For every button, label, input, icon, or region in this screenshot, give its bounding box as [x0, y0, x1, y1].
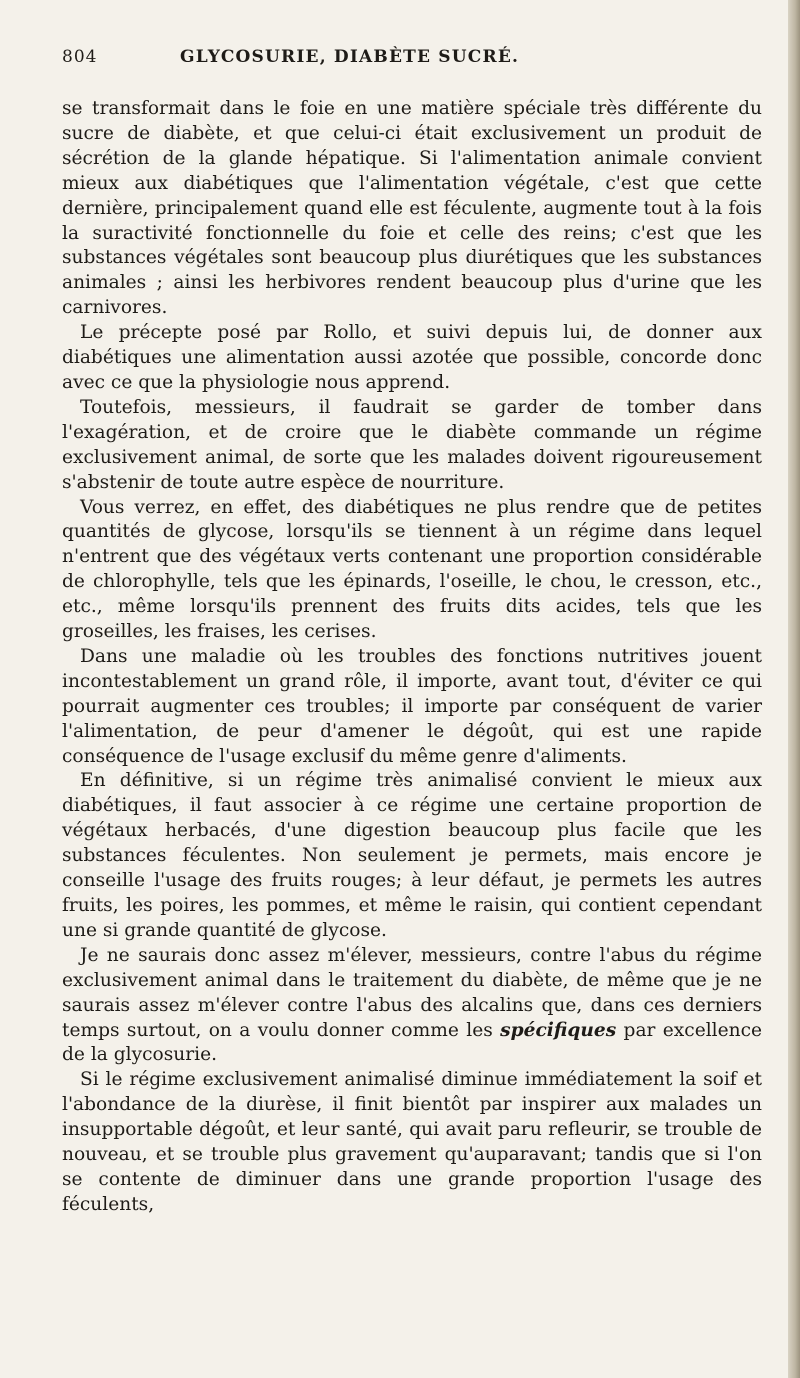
running-head: GLYCOSURIE, DIABÈTE SUCRÉ.	[180, 47, 520, 67]
paragraph-7	[62, 944, 762, 1069]
paragraph-2: Le précepte posé par Rollo, et suivi depuis lui, de donner aux diabétiques une alimentation aussi azotée que possible, concorde donc avec ce que la physiologie nous apprend.	[62, 322, 762, 393]
paragraph-1: se transformait dans le foie en une matière spéciale très différente du sucre de diabète, et que celui-ci était exclusivement un produit de sécrétion de la glande hépatique. Si l'alimentation animale convient mieux aux diabétiques que l'alimentation végétale, c'est que cette dernière, principalement quand elle est féculente, augmente tout à la fois la suractivité fonctionnelle du foie et celle des reins; c'est que les substances végétales sont beaucoup plus diurétiques que les substances animales ; ainsi les herbivores rendent beaucoup plus d'urine que les carnivores.	[62, 98, 762, 319]
paragraph-6: En définitive, si un régime très animalisé convient le mieux aux diabétiques, il faut associer à ce régime une certaine proportion de végétaux herbacés, d'une digestion beaucoup plus facile que les substances féculentes. Non seulement je permets, mais encore je conseille l'usage des fruits rouges; à leur défaut, je permets les autres fruits, les poires, les pommes, et même le raisin, qui contient cependant une si grande quantité de glycose.	[62, 770, 762, 941]
page-edge	[788, 0, 800, 1378]
paragraph-7-before: Je ne saurais donc assez m'élever, messieurs, contre l'abus du régime exclusivement animal dans le traitement du diabète, de même que je ne saurais assez m'élever contre l'abus des alcalins que, dans ces derniers temps surtout, on a voulu donner comme les	[62, 944, 762, 1041]
paragraph-7-after: par excellence de la glycosurie.	[62, 1019, 762, 1066]
page-number: 804	[62, 47, 98, 67]
paragraph-8: Si le régime exclusivement animalisé diminue immédiatement la soif et l'abondance de la diurèse, il finit bientôt par inspirer aux malades un insupportable dégoût, et leur santé, qui avait paru refleurir, se trouble de nouveau, et se trouble plus gravement qu'auparavant; tandis que si l'on se contente de diminuer dans une grande proportion l'usage des féculents,	[62, 1069, 762, 1215]
body-text	[62, 97, 762, 1218]
paragraph-5: Dans une maladie où les troubles des fonctions nutritives jouent incontestablement un grand rôle, il importe, avant tout, d'éviter ce qui pourrait augmenter ces troubles; il importe par conséquent de varier l'alimentation, de peur d'amener le dégoût, qui est une rapide conséquence de l'usage exclusif du même genre d'aliments.	[62, 645, 762, 767]
page-header	[60, 47, 760, 77]
emphasis-specifiques: spécifiques	[500, 1019, 617, 1041]
paragraph-4: Vous verrez, en effet, des diabétiques ne plus rendre que de petites quantités de glycose, lorsqu'ils se tiennent à un régime dans lequel n'entrent que des végétaux verts contenant une proportion considérable de chlorophylle, tels que les épinards, l'oseille, le chou, le cresson, etc., etc., même lorsqu'ils prennent des fruits dits acides, tels que les groseilles, les fraises, les cerises.	[62, 496, 762, 643]
paragraph-3: Toutefois, messieurs, il faudrait se garder de tomber dans l'exagération, et de croire que le diabète commande un régime exclusivement animal, de sorte que les malades doivent rigoureusement s'abstenir de toute autre espèce de nourriture.	[62, 396, 762, 493]
